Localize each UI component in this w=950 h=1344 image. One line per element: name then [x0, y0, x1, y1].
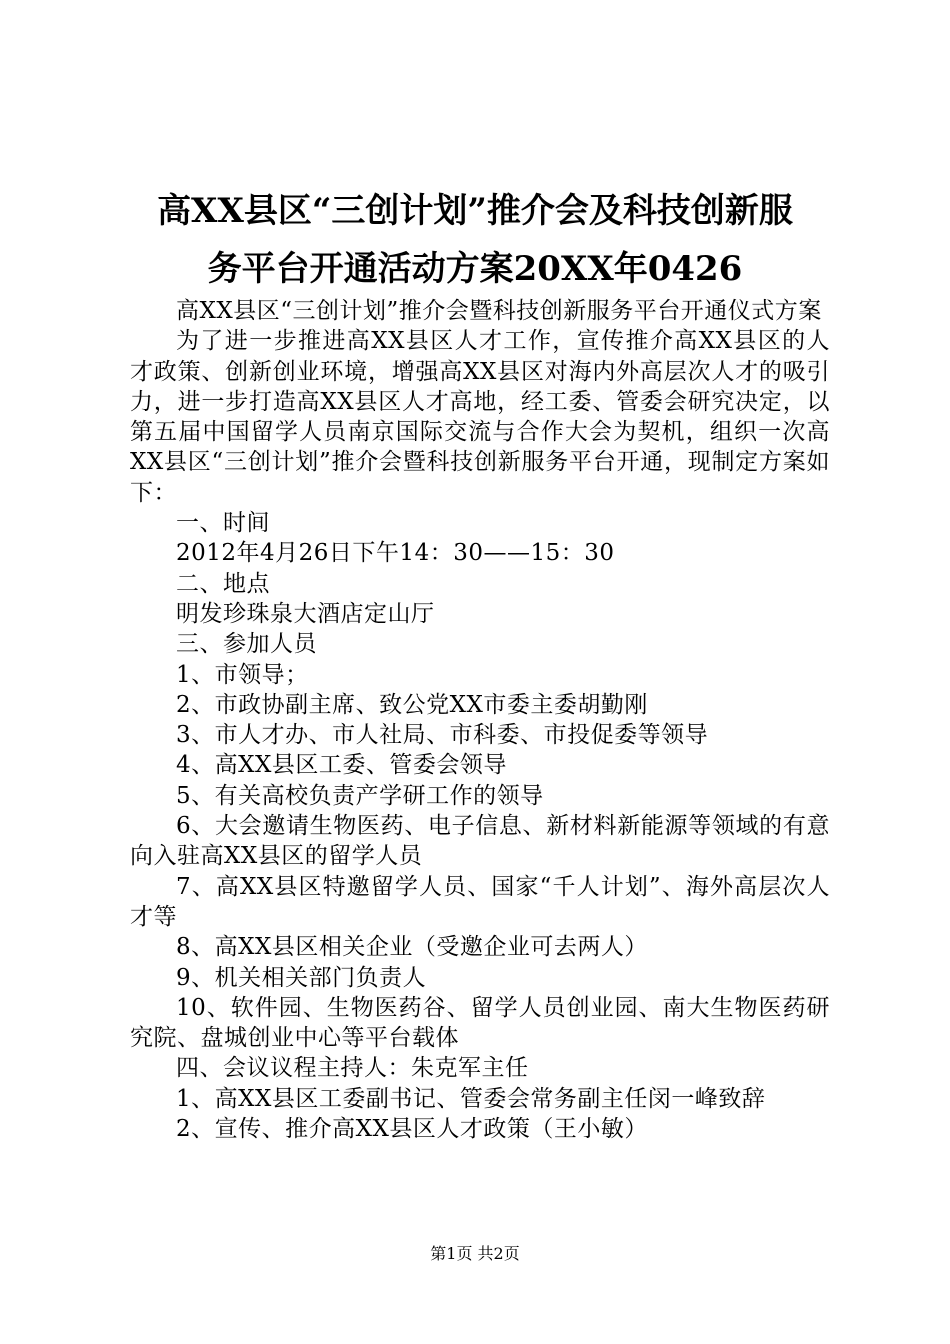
document-title-line-2: 务平台开通活动方案20XX年0426 [207, 249, 743, 289]
list-item: 1、市领导； [176, 661, 309, 688]
paragraph: 高XX县区“三创计划”推介会暨科技创新服务平台开通仪式方案 [176, 298, 822, 324]
list-item: 7、高XX县区特邀留学人员、国家“千人计划”、海外高层次人才等 [130, 873, 830, 930]
list-item: 10、软件园、生物医药谷、留学人员创业园、南大生物医药研究院、盘城创业中心等平台载体 [130, 994, 830, 1052]
document-body [130, 296, 830, 1144]
list-item: 3、市人才办、市人社局、市科委、市投促委等领导 [176, 722, 709, 749]
page-footer: 第1页 共2页 [430, 1244, 520, 1263]
list-item: 9、机关相关部门负责人 [176, 964, 427, 991]
list-item: 5、有关高校负责产学研工作的领导 [176, 782, 544, 809]
list-item: 1、高XX县区工委副书记、管委会常务副主任闵一峰致辞 [176, 1085, 766, 1112]
list-item: 2、市政协副主席、致公党XX市委主委胡勤刚 [176, 691, 648, 718]
list-item: 6、大会邀请生物医药、电子信息、新材料新能源等领域的有意向入驻高XX县区的留学人员 [130, 813, 830, 870]
document-title-line-1: 高XX县区“三创计划”推介会及科技创新服 [157, 191, 793, 231]
paragraph: 2012年4月26日下午14：30——15：30 [176, 540, 615, 567]
list-item: 4、高XX县区工委、管委会领导 [176, 752, 507, 779]
section-heading: 一、时间 [176, 510, 270, 537]
paragraph: 为了进一步推进高XX县区人才工作，宣传推介高XX县区的人才政策、创新创业环境，增强高XX县区对海内外高层次人才的吸引力，进一步打造高XX县区人才高地，经工委、管委会研究决定，以第五届中国留学人员南京国际交流与合作大会为契机，组织一次高XX县区“三创计划”推介会暨科技创新服务平台开通，现制定方案如下： [130, 328, 830, 506]
section-heading: 二、地点 [176, 570, 270, 597]
paragraph: 明发珍珠泉大酒店定山厅 [176, 600, 435, 627]
list-item: 8、高XX县区相关企业（受邀企业可去两人） [176, 934, 648, 961]
section-heading: 四、会议议程主持人：朱克军主任 [176, 1055, 529, 1082]
list-item: 2、宣传、推介高XX县区人才政策（王小敏） [176, 1116, 648, 1143]
section-heading: 三、参加人员 [176, 631, 317, 658]
